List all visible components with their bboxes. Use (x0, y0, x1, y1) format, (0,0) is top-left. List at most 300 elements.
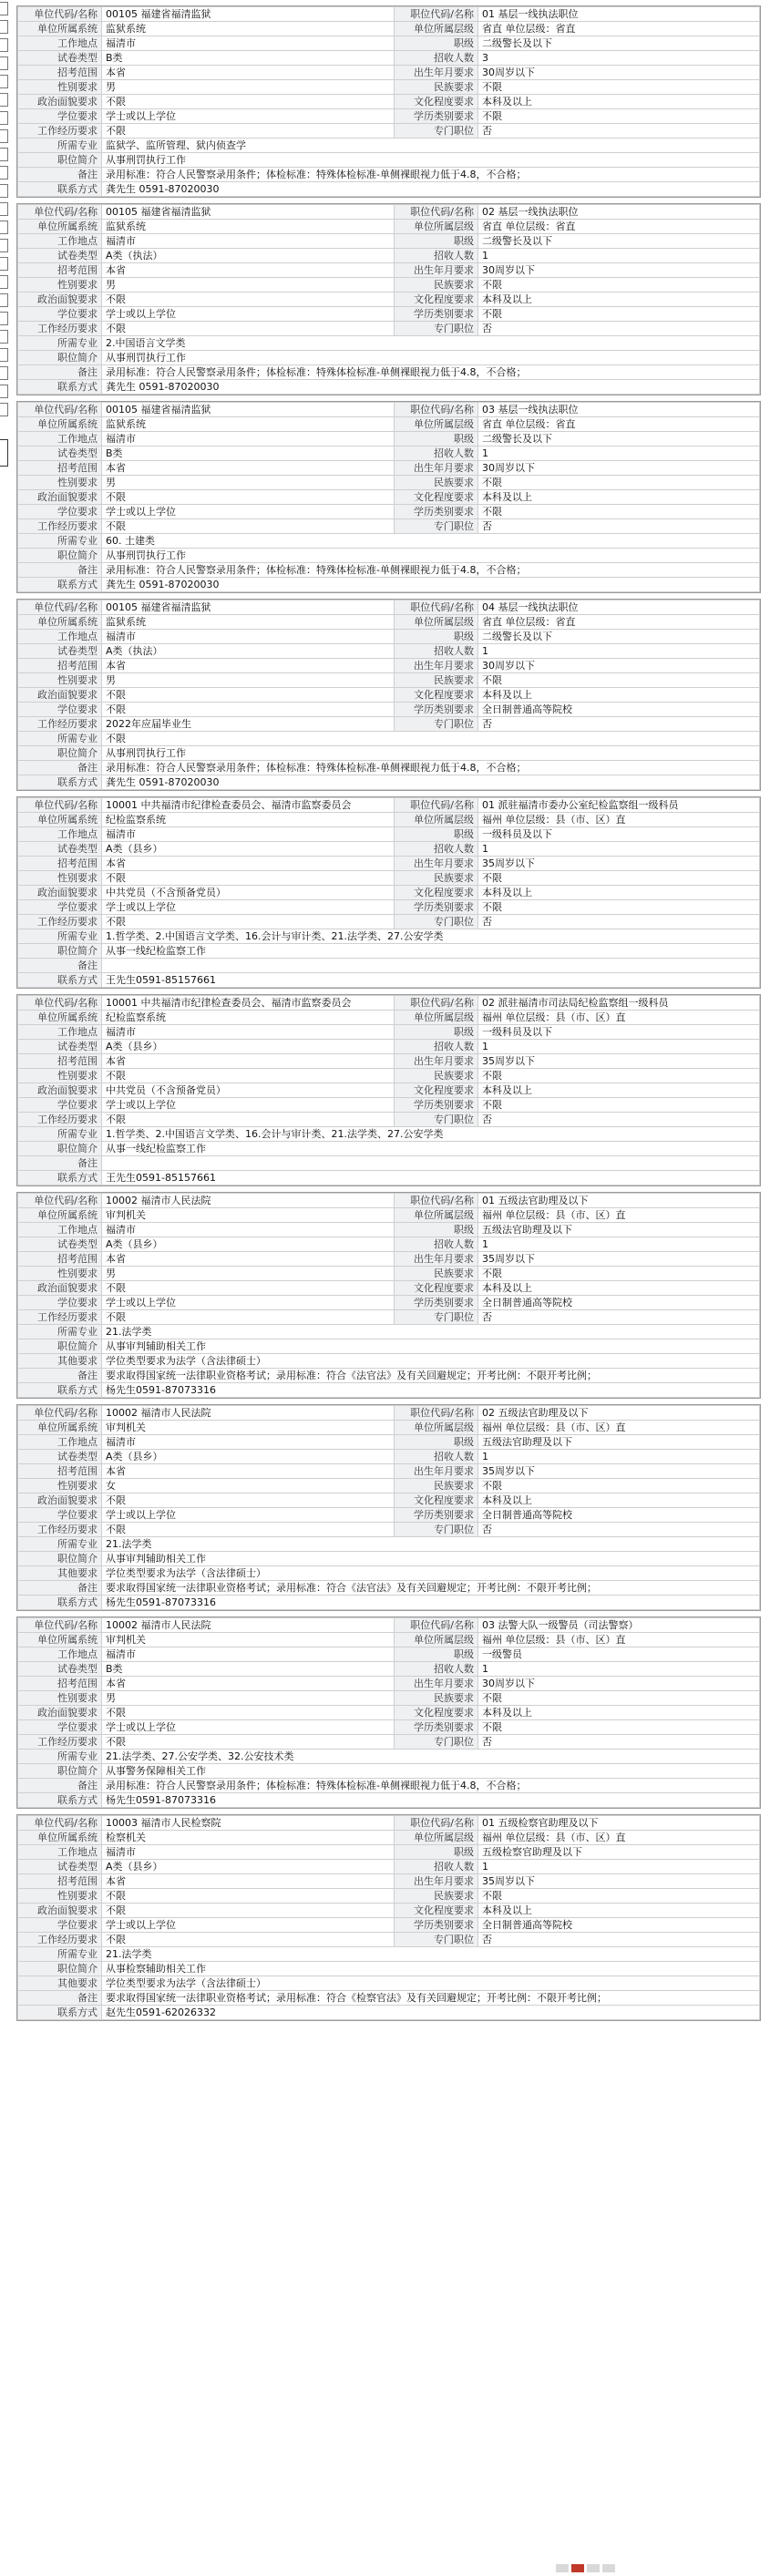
table-row (18, 1493, 760, 1508)
field-label: 工作地点 (18, 1845, 102, 1860)
field-label: 单位所属层级 (395, 1011, 478, 1025)
field-label: 职位简介 (18, 1552, 102, 1566)
edge-tab[interactable] (0, 148, 8, 161)
field-value-note: 录用标准：符合人民警察录用条件；体检标准：特殊体检标准-单侧裸眼视力低于4.8，不合格； (102, 365, 760, 380)
field-value-system: 监狱系统 (102, 220, 395, 234)
edge-tab[interactable] (0, 111, 8, 125)
edge-tab[interactable] (0, 2, 8, 15)
field-value-ethnic: 不限 (478, 871, 760, 886)
table-row (18, 1011, 760, 1025)
field-label: 职位代码/名称 (395, 996, 478, 1011)
edge-tab[interactable] (0, 293, 8, 307)
field-label: 职位简介 (18, 746, 102, 761)
field-label: 所需专业 (18, 534, 102, 549)
field-label: 民族要求 (395, 1479, 478, 1493)
field-value-grade: 五级检察官助理及以下 (478, 1845, 760, 1860)
field-label: 备注 (18, 1369, 102, 1383)
field-value-note: 录用标准：符合人民警察录用条件；体检标准：特殊体检标准-单侧裸眼视力低于4.8，不合格； (102, 761, 760, 775)
field-value-special: 否 (478, 1933, 760, 1947)
field-value-ethnic: 不限 (478, 1479, 760, 1493)
table-row (18, 1581, 760, 1596)
edge-tab[interactable] (0, 221, 8, 234)
field-label: 招收人数 (395, 51, 478, 66)
table-row (18, 234, 760, 249)
field-value-politics: 不限 (102, 1904, 395, 1918)
field-value-age: 30周岁以下 (478, 263, 760, 278)
field-label: 性别要求 (18, 1479, 102, 1493)
field-value-city: 福清市 (102, 1435, 395, 1450)
field-label: 备注 (18, 761, 102, 775)
field-value-system: 纪检监察系统 (102, 1011, 395, 1025)
field-value-note: 要求取得国家统一法律职业资格考试；录用标准：符合《法官法》及有关回避规定；开考比例：不限开考比例； (102, 1369, 760, 1383)
field-label: 工作地点 (18, 36, 102, 51)
field-label: 专门职位 (395, 717, 478, 732)
field-value-edu: 本科及以上 (478, 1281, 760, 1296)
table-row (18, 1354, 760, 1369)
table-row (18, 1508, 760, 1523)
field-label: 工作经历要求 (18, 1735, 102, 1750)
field-label: 招考范围 (18, 1464, 102, 1479)
field-value-unit: 10002 福清市人民法院 (102, 1406, 395, 1421)
field-label: 民族要求 (395, 673, 478, 688)
edge-tab[interactable] (0, 366, 8, 380)
field-value-edu: 本科及以上 (478, 95, 760, 109)
edge-tab-active[interactable] (0, 439, 8, 467)
field-value-count: 1 (478, 446, 760, 461)
field-label: 所需专业 (18, 1537, 102, 1552)
field-value-work: 2022年应届毕业生 (102, 717, 395, 732)
field-value-system: 审判机关 (102, 1421, 395, 1435)
edge-tab[interactable] (0, 239, 8, 252)
field-label: 文化程度要求 (395, 886, 478, 900)
field-label: 单位所属层级 (395, 220, 478, 234)
field-value-ethnic: 不限 (478, 1069, 760, 1083)
field-value-count: 1 (478, 1040, 760, 1054)
field-label: 学历类别要求 (395, 1720, 478, 1735)
field-label: 单位代码/名称 (18, 1618, 102, 1633)
table-row (18, 365, 760, 380)
field-label: 联系方式 (18, 380, 102, 395)
field-label: 专门职位 (395, 1113, 478, 1127)
field-label: 工作经历要求 (18, 717, 102, 732)
field-value-level: 省直 单位层级：省直 (478, 22, 760, 36)
field-label: 单位代码/名称 (18, 403, 102, 417)
field-label: 所需专业 (18, 929, 102, 944)
table-row (18, 1223, 760, 1237)
table-row (18, 1720, 760, 1735)
field-label: 联系方式 (18, 973, 102, 988)
field-label: 职位简介 (18, 1142, 102, 1156)
table-row (18, 1127, 760, 1142)
field-label: 招考范围 (18, 659, 102, 673)
field-value-ethnic: 不限 (478, 278, 760, 292)
field-label: 文化程度要求 (395, 292, 478, 307)
field-value-system: 审判机关 (102, 1633, 395, 1647)
field-label: 职级 (395, 1647, 478, 1662)
field-label: 职级 (395, 1223, 478, 1237)
field-value-note: 要求取得国家统一法律职业资格考试；录用标准：符合《检察官法》及有关回避规定；开考比例：不限开考比例； (102, 1991, 760, 2006)
field-value-intro: 从事刑罚执行工作 (102, 351, 760, 365)
field-value-age: 30周岁以下 (478, 659, 760, 673)
field-value-degree: 学士或以上学位 (102, 1098, 395, 1113)
edge-tab[interactable] (0, 166, 8, 180)
field-value-edu: 本科及以上 (478, 490, 760, 505)
table-row (18, 1464, 760, 1479)
field-value-major: 1.哲学类、2.中国语言文学类、16.会计与审计类、21.法学类、27.公安学类 (102, 1127, 760, 1142)
field-label: 单位所属层级 (395, 813, 478, 827)
field-label: 职级 (395, 234, 478, 249)
field-label: 性别要求 (18, 871, 102, 886)
table-row (18, 109, 760, 124)
position-table (17, 1405, 760, 1610)
field-value-study: 全日制普通高等院校 (478, 1508, 760, 1523)
field-label: 单位代码/名称 (18, 7, 102, 22)
field-label: 学位要求 (18, 1296, 102, 1310)
field-value-city: 福清市 (102, 1845, 395, 1860)
field-value-gender: 男 (102, 1267, 395, 1281)
field-label: 职位简介 (18, 351, 102, 365)
position-table (17, 1617, 760, 1808)
field-value-count: 1 (478, 1662, 760, 1677)
field-label: 所需专业 (18, 732, 102, 746)
field-label: 政治面貌要求 (18, 886, 102, 900)
field-value-age: 30周岁以下 (478, 1677, 760, 1691)
field-value-level: 省直 单位层级：省直 (478, 220, 760, 234)
field-value-count: 3 (478, 51, 760, 66)
field-label: 学位要求 (18, 109, 102, 124)
field-label: 招收人数 (395, 1040, 478, 1054)
table-row (18, 732, 760, 746)
field-value-exam: A类（执法） (102, 249, 395, 263)
field-value-study: 不限 (478, 900, 760, 915)
edge-tab[interactable] (0, 56, 8, 70)
field-value-exam: A类（县乡） (102, 1450, 395, 1464)
field-label: 备注 (18, 168, 102, 182)
table-row (18, 1171, 760, 1185)
field-value-grade: 二级警长及以下 (478, 36, 760, 51)
field-value-special: 否 (478, 717, 760, 732)
field-label: 学位要求 (18, 703, 102, 717)
field-label: 试卷类型 (18, 1450, 102, 1464)
field-value-ethnic: 不限 (478, 673, 760, 688)
edge-tab[interactable] (0, 184, 8, 198)
field-label: 备注 (18, 563, 102, 578)
field-label: 职级 (395, 827, 478, 842)
field-value-count: 1 (478, 1237, 760, 1252)
field-label: 文化程度要求 (395, 1493, 478, 1508)
edge-tab[interactable] (0, 348, 8, 362)
table-row (18, 1339, 760, 1354)
field-value-post: 03 基层一线执法职位 (478, 403, 760, 417)
field-label: 招考范围 (18, 461, 102, 476)
table-row (18, 1083, 760, 1098)
field-value-scope: 本省 (102, 1677, 395, 1691)
position-table (17, 600, 760, 790)
edge-tab[interactable] (0, 93, 8, 107)
field-label: 单位代码/名称 (18, 600, 102, 615)
field-value-age: 35周岁以下 (478, 1874, 760, 1889)
field-value-city: 福清市 (102, 234, 395, 249)
table-row (18, 615, 760, 630)
table-row (18, 996, 760, 1011)
field-value-work: 不限 (102, 1113, 395, 1127)
field-value-unit: 00105 福建省福清监狱 (102, 205, 395, 220)
field-label: 出生年月要求 (395, 1874, 478, 1889)
field-value-intro: 从事审判辅助相关工作 (102, 1552, 760, 1566)
field-value-age: 30周岁以下 (478, 461, 760, 476)
field-value-level: 福州 单位层级：县（市、区）直 (478, 813, 760, 827)
field-label: 单位代码/名称 (18, 996, 102, 1011)
edge-tab[interactable] (0, 20, 8, 34)
field-label: 联系方式 (18, 1171, 102, 1185)
table-row (18, 944, 760, 959)
field-label: 职级 (395, 630, 478, 644)
field-label: 工作经历要求 (18, 1113, 102, 1127)
field-value-intro: 从事一线纪检监察工作 (102, 944, 760, 959)
field-value-level: 省直 单位层级：省直 (478, 417, 760, 432)
edge-tab[interactable] (0, 312, 8, 325)
field-value-major: 2.中国语言文学类 (102, 336, 760, 351)
field-label: 职位简介 (18, 153, 102, 168)
field-value-count: 1 (478, 1450, 760, 1464)
field-label: 单位所属层级 (395, 615, 478, 630)
table-row (18, 1369, 760, 1383)
field-label: 性别要求 (18, 476, 102, 490)
field-label: 职位简介 (18, 944, 102, 959)
field-value-contact: 杨先生0591-87073316 (102, 1383, 760, 1398)
field-label: 学历类别要求 (395, 703, 478, 717)
table-row (18, 761, 760, 775)
field-value-study: 不限 (478, 1720, 760, 1735)
table-row (18, 563, 760, 578)
table-row (18, 380, 760, 395)
field-value-city: 福清市 (102, 432, 395, 446)
field-value-post: 01 五级检察官助理及以下 (478, 1816, 760, 1831)
field-value-ethnic: 不限 (478, 1889, 760, 1904)
field-value-intro: 从事一线纪检监察工作 (102, 1142, 760, 1156)
field-label: 备注 (18, 1156, 102, 1171)
table-row (18, 446, 760, 461)
field-label: 出生年月要求 (395, 857, 478, 871)
field-label: 政治面貌要求 (18, 1083, 102, 1098)
field-label: 所需专业 (18, 336, 102, 351)
field-value-politics: 不限 (102, 95, 395, 109)
edge-tab[interactable] (0, 330, 8, 344)
field-value-contact: 龚先生 0591-87020030 (102, 775, 760, 790)
field-value-unit: 00105 福建省福清监狱 (102, 7, 395, 22)
field-label: 单位所属系统 (18, 1831, 102, 1845)
field-value-intro: 从事刑罚执行工作 (102, 549, 760, 563)
field-label: 工作经历要求 (18, 519, 102, 534)
field-value-ethnic: 不限 (478, 1691, 760, 1706)
edge-tab[interactable] (0, 403, 8, 416)
field-label: 民族要求 (395, 871, 478, 886)
field-label: 政治面貌要求 (18, 490, 102, 505)
table-row (18, 1662, 760, 1677)
edge-tab[interactable] (0, 129, 8, 143)
field-label: 试卷类型 (18, 1662, 102, 1677)
table-row (18, 1845, 760, 1860)
position-card (16, 994, 761, 1186)
field-label: 单位代码/名称 (18, 1406, 102, 1421)
field-label: 专门职位 (395, 1933, 478, 1947)
field-label: 民族要求 (395, 1691, 478, 1706)
field-value-study: 全日制普通高等院校 (478, 1918, 760, 1933)
field-label: 性别要求 (18, 80, 102, 95)
field-label: 招收人数 (395, 842, 478, 857)
table-row (18, 578, 760, 592)
field-label: 招收人数 (395, 1662, 478, 1677)
table-row (18, 1552, 760, 1566)
field-label: 职位代码/名称 (395, 600, 478, 615)
field-label: 出生年月要求 (395, 461, 478, 476)
table-row (18, 263, 760, 278)
table-row (18, 630, 760, 644)
table-row (18, 461, 760, 476)
field-label: 联系方式 (18, 1383, 102, 1398)
edge-tab[interactable] (0, 202, 8, 216)
field-value-level: 福州 单位层级：县（市、区）直 (478, 1633, 760, 1647)
table-row (18, 1142, 760, 1156)
edge-tab[interactable] (0, 38, 8, 52)
field-label: 工作经历要求 (18, 915, 102, 929)
field-label: 职级 (395, 1435, 478, 1450)
field-value-edu: 本科及以上 (478, 1706, 760, 1720)
table-row (18, 1450, 760, 1464)
field-value-exam: A类（县乡） (102, 1237, 395, 1252)
field-value-ethnic: 不限 (478, 476, 760, 490)
field-label: 单位所属层级 (395, 417, 478, 432)
field-label: 招考范围 (18, 1677, 102, 1691)
table-row (18, 1633, 760, 1647)
field-value-scope: 本省 (102, 461, 395, 476)
field-label: 学位要求 (18, 505, 102, 519)
edge-tab[interactable] (0, 385, 8, 398)
field-label: 单位所属层级 (395, 1421, 478, 1435)
field-value-system: 监狱系统 (102, 22, 395, 36)
field-label: 专门职位 (395, 1310, 478, 1325)
field-value-grade: 二级警长及以下 (478, 630, 760, 644)
position-table (17, 204, 760, 395)
field-label: 性别要求 (18, 278, 102, 292)
field-value-contact: 王先生0591-85157661 (102, 973, 760, 988)
field-value-edu: 本科及以上 (478, 886, 760, 900)
field-value-work: 不限 (102, 1735, 395, 1750)
position-table (17, 995, 760, 1185)
field-value-politics: 不限 (102, 490, 395, 505)
table-row (18, 80, 760, 95)
field-value-exam: A类（县乡） (102, 842, 395, 857)
field-label: 所需专业 (18, 139, 102, 153)
field-value-post: 01 基层一线执法职位 (478, 7, 760, 22)
field-label: 政治面貌要求 (18, 1493, 102, 1508)
table-row (18, 1421, 760, 1435)
field-value-special: 否 (478, 1523, 760, 1537)
position-card (16, 1814, 761, 2021)
field-label: 学位要求 (18, 900, 102, 915)
field-value-post: 03 法警大队一级警员（司法警察） (478, 1618, 760, 1633)
table-row (18, 1816, 760, 1831)
field-value-unit: 10003 福清市人民检察院 (102, 1816, 395, 1831)
table-row (18, 1962, 760, 1976)
field-value-note: 录用标准：符合人民警察录用条件；体检标准：特殊体检标准-单侧裸眼视力低于4.8，不合格； (102, 563, 760, 578)
edge-tab[interactable] (0, 75, 8, 88)
table-row (18, 1406, 760, 1421)
field-label: 单位代码/名称 (18, 205, 102, 220)
field-label: 单位所属系统 (18, 220, 102, 234)
table-row (18, 2006, 760, 2020)
field-value-intro: 从事检察辅助相关工作 (102, 1962, 760, 1976)
field-value-contact: 杨先生0591-87073316 (102, 1793, 760, 1808)
field-value-post: 02 派驻福清市司法局纪检监察组一级科员 (478, 996, 760, 1011)
table-row (18, 1904, 760, 1918)
table-row (18, 153, 760, 168)
field-label: 工作地点 (18, 234, 102, 249)
position-card (16, 599, 761, 791)
field-value-grade: 一级科员及以下 (478, 827, 760, 842)
field-value-degree: 学士或以上学位 (102, 307, 395, 322)
table-row (18, 1537, 760, 1552)
field-label: 民族要求 (395, 1267, 478, 1281)
table-row (18, 1793, 760, 1808)
field-label: 职级 (395, 1845, 478, 1860)
field-value-city: 福清市 (102, 630, 395, 644)
field-label: 职位代码/名称 (395, 403, 478, 417)
field-value-work: 不限 (102, 519, 395, 534)
field-label: 学位要求 (18, 1720, 102, 1735)
field-label: 招收人数 (395, 644, 478, 659)
table-row (18, 1325, 760, 1339)
field-value-special: 否 (478, 1735, 760, 1750)
table-row (18, 1691, 760, 1706)
field-label: 试卷类型 (18, 51, 102, 66)
field-value-gender: 不限 (102, 1069, 395, 1083)
field-value-gender: 男 (102, 1691, 395, 1706)
field-label: 单位代码/名称 (18, 798, 102, 813)
field-value-major: 21.法学类 (102, 1947, 760, 1962)
field-label: 学历类别要求 (395, 109, 478, 124)
field-value-post: 04 基层一线执法职位 (478, 600, 760, 615)
table-row (18, 36, 760, 51)
table-row (18, 51, 760, 66)
field-value-work: 不限 (102, 1310, 395, 1325)
field-label: 招考范围 (18, 263, 102, 278)
field-value-unit: 10002 福清市人民法院 (102, 1194, 395, 1208)
field-label: 试卷类型 (18, 249, 102, 263)
field-label: 职位简介 (18, 1764, 102, 1779)
field-value-edu: 本科及以上 (478, 1904, 760, 1918)
table-row (18, 1889, 760, 1904)
table-row (18, 1918, 760, 1933)
field-label: 政治面貌要求 (18, 1281, 102, 1296)
field-label: 工作地点 (18, 1025, 102, 1040)
field-label: 其他要求 (18, 1976, 102, 1991)
edge-tab[interactable] (0, 275, 8, 289)
field-value-gender: 男 (102, 278, 395, 292)
edge-tab[interactable] (0, 257, 8, 271)
field-value-exam: A类（县乡） (102, 1860, 395, 1874)
table-row (18, 1779, 760, 1793)
field-label: 其他要求 (18, 1566, 102, 1581)
field-value-degree: 学士或以上学位 (102, 109, 395, 124)
field-value-count: 1 (478, 842, 760, 857)
table-row (18, 139, 760, 153)
field-value-study: 不限 (478, 307, 760, 322)
table-row (18, 432, 760, 446)
field-value-work: 不限 (102, 124, 395, 139)
table-row (18, 929, 760, 944)
field-label: 职级 (395, 432, 478, 446)
